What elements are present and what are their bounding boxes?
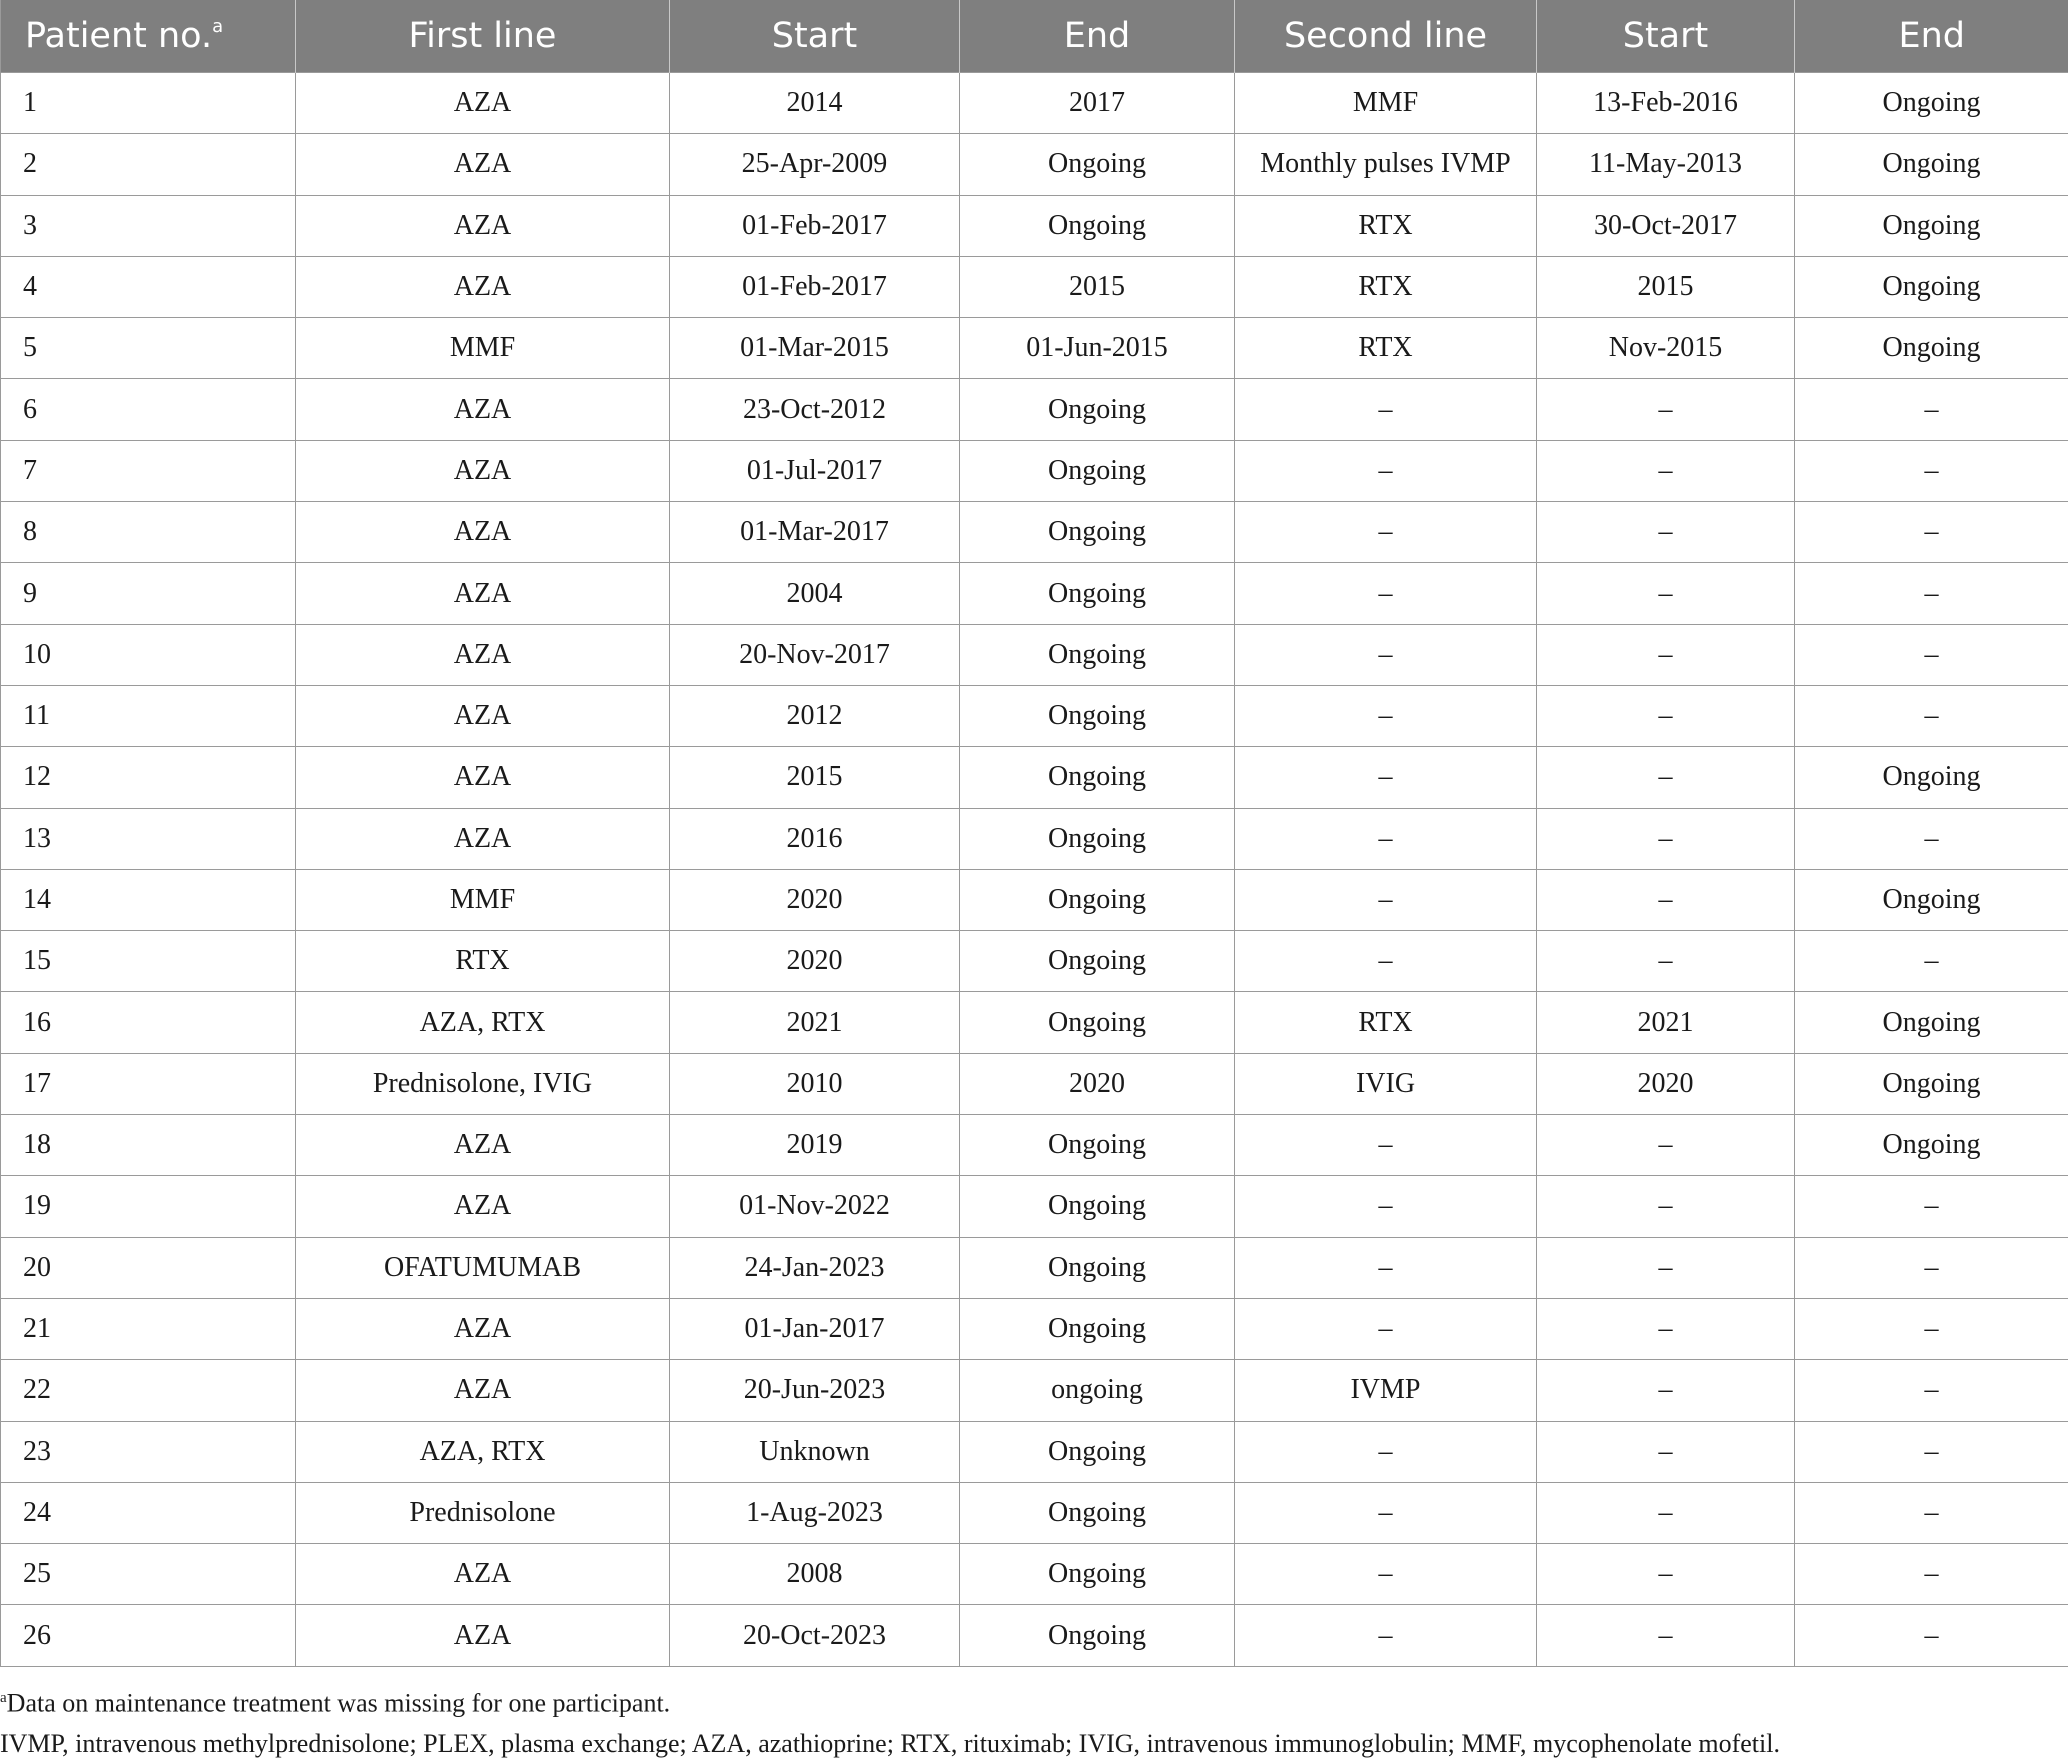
cell-patient-no: 15 <box>1 931 296 992</box>
cell-first-end: 2020 <box>960 1053 1235 1114</box>
table-row <box>1 808 2068 869</box>
cell-first-line: AZA <box>296 502 670 563</box>
cell-second-start: – <box>1537 563 1795 624</box>
cell-second-start: – <box>1537 624 1795 685</box>
cell-first-start: 2008 <box>670 1544 960 1605</box>
abbreviations-note: IVMP, intravenous methylprednisolone; PLEX, plasma exchange; AZA, azathioprine; RTX, rituximab; IVIG, intravenous immunoglobulin; MMF, mycophenolate mofetil. <box>0 1724 2068 1764</box>
cell-patient-no: 23 <box>1 1421 296 1482</box>
table-row <box>1 1053 2068 1114</box>
table-row <box>1 1237 2068 1298</box>
table-row <box>1 1176 2068 1237</box>
table-row <box>1 1115 2068 1176</box>
cell-first-end: Ongoing <box>960 1298 1235 1359</box>
cell-patient-no: 24 <box>1 1482 296 1543</box>
cell-first-end: Ongoing <box>960 685 1235 746</box>
cell-second-start: – <box>1537 747 1795 808</box>
cell-patient-no: 2 <box>1 134 296 195</box>
table-row <box>1 563 2068 624</box>
cell-second-line: IVIG <box>1235 1053 1537 1114</box>
cell-second-line: – <box>1235 1298 1537 1359</box>
cell-second-line: – <box>1235 1176 1537 1237</box>
cell-first-end: Ongoing <box>960 624 1235 685</box>
table-row <box>1 318 2068 379</box>
cell-first-end: Ongoing <box>960 1482 1235 1543</box>
header-second-start: Start <box>1537 0 1795 73</box>
cell-second-line: – <box>1235 747 1537 808</box>
header-second-end: End <box>1795 0 2068 73</box>
cell-first-line: AZA <box>296 440 670 501</box>
cell-second-end: – <box>1795 1605 2068 1666</box>
cell-second-end: – <box>1795 685 2068 746</box>
footnote-marker: a <box>212 16 223 37</box>
cell-second-start: 13-Feb-2016 <box>1537 73 1795 134</box>
cell-second-line: Monthly pulses IVMP <box>1235 134 1537 195</box>
cell-second-start: – <box>1537 685 1795 746</box>
header-second-line: Second line <box>1235 0 1537 73</box>
cell-first-line: AZA <box>296 134 670 195</box>
cell-second-start: 11-May-2013 <box>1537 134 1795 195</box>
cell-second-start: – <box>1537 1237 1795 1298</box>
cell-first-start: 20-Oct-2023 <box>670 1605 960 1666</box>
cell-second-start: – <box>1537 1544 1795 1605</box>
cell-first-line: AZA <box>296 1605 670 1666</box>
cell-first-line: AZA <box>296 747 670 808</box>
cell-second-line: – <box>1235 808 1537 869</box>
cell-second-end: – <box>1795 1237 2068 1298</box>
cell-first-end: Ongoing <box>960 502 1235 563</box>
footnote-a <box>0 1678 2068 1724</box>
cell-first-line: MMF <box>296 318 670 379</box>
cell-second-start: 2015 <box>1537 256 1795 317</box>
cell-patient-no: 1 <box>1 73 296 134</box>
cell-first-end: Ongoing <box>960 1176 1235 1237</box>
cell-first-start: 2016 <box>670 808 960 869</box>
cell-second-line: – <box>1235 1237 1537 1298</box>
cell-second-start: – <box>1537 1605 1795 1666</box>
table-row <box>1 379 2068 440</box>
cell-second-line: – <box>1235 1482 1537 1543</box>
cell-patient-no: 9 <box>1 563 296 624</box>
cell-second-end: – <box>1795 1360 2068 1421</box>
cell-first-end: 2015 <box>960 256 1235 317</box>
cell-second-start: – <box>1537 440 1795 501</box>
table-header <box>1 0 2068 73</box>
table-row <box>1 685 2068 746</box>
header-first-line: First line <box>296 0 670 73</box>
cell-first-line: AZA <box>296 685 670 746</box>
cell-first-end: 01-Jun-2015 <box>960 318 1235 379</box>
cell-first-end: Ongoing <box>960 869 1235 930</box>
table-row <box>1 73 2068 134</box>
cell-patient-no: 20 <box>1 1237 296 1298</box>
cell-first-end: Ongoing <box>960 1115 1235 1176</box>
cell-first-start: 24-Jan-2023 <box>670 1237 960 1298</box>
table-row <box>1 440 2068 501</box>
table-row <box>1 1482 2068 1543</box>
cell-second-end: Ongoing <box>1795 318 2068 379</box>
cell-patient-no: 4 <box>1 256 296 317</box>
cell-patient-no: 10 <box>1 624 296 685</box>
cell-first-line: Prednisolone <box>296 1482 670 1543</box>
table-row <box>1 195 2068 256</box>
cell-second-start: – <box>1537 1421 1795 1482</box>
cell-first-end: 2017 <box>960 73 1235 134</box>
cell-second-start: – <box>1537 1482 1795 1543</box>
table-row <box>1 134 2068 195</box>
cell-patient-no: 14 <box>1 869 296 930</box>
cell-first-line: AZA <box>296 808 670 869</box>
cell-first-end: Ongoing <box>960 1237 1235 1298</box>
cell-second-line: – <box>1235 502 1537 563</box>
cell-second-line: – <box>1235 1115 1537 1176</box>
cell-second-end: – <box>1795 379 2068 440</box>
cell-first-end: Ongoing <box>960 747 1235 808</box>
cell-second-line: MMF <box>1235 73 1537 134</box>
cell-first-line: RTX <box>296 931 670 992</box>
cell-second-start: – <box>1537 1115 1795 1176</box>
cell-second-end: – <box>1795 502 2068 563</box>
cell-second-end: – <box>1795 1544 2068 1605</box>
cell-second-end: Ongoing <box>1795 256 2068 317</box>
cell-second-line: RTX <box>1235 318 1537 379</box>
cell-first-start: 01-Nov-2022 <box>670 1176 960 1237</box>
table-row <box>1 1360 2068 1421</box>
table-row <box>1 1421 2068 1482</box>
cell-first-line: AZA <box>296 73 670 134</box>
cell-first-end: Ongoing <box>960 931 1235 992</box>
cell-second-start: 2021 <box>1537 992 1795 1053</box>
cell-first-end: Ongoing <box>960 134 1235 195</box>
cell-first-start: 20-Nov-2017 <box>670 624 960 685</box>
cell-patient-no: 18 <box>1 1115 296 1176</box>
cell-second-end: – <box>1795 1176 2068 1237</box>
cell-second-line: RTX <box>1235 256 1537 317</box>
cell-first-line: AZA <box>296 624 670 685</box>
cell-patient-no: 16 <box>1 992 296 1053</box>
cell-second-end: Ongoing <box>1795 1115 2068 1176</box>
cell-first-end: Ongoing <box>960 992 1235 1053</box>
cell-first-line: AZA <box>296 1298 670 1359</box>
footnote-text: Data on maintenance treatment was missing for one participant. <box>7 1689 671 1718</box>
cell-first-start: 2020 <box>670 931 960 992</box>
cell-second-end: – <box>1795 563 2068 624</box>
header-row <box>1 0 2068 73</box>
cell-patient-no: 7 <box>1 440 296 501</box>
cell-first-end: Ongoing <box>960 808 1235 869</box>
cell-second-line: – <box>1235 869 1537 930</box>
cell-first-end: Ongoing <box>960 563 1235 624</box>
cell-second-start: – <box>1537 1298 1795 1359</box>
cell-first-line: AZA <box>296 1360 670 1421</box>
cell-first-end: Ongoing <box>960 1544 1235 1605</box>
cell-second-end: – <box>1795 1482 2068 1543</box>
cell-first-end: Ongoing <box>960 379 1235 440</box>
cell-second-line: – <box>1235 563 1537 624</box>
cell-second-start: – <box>1537 1176 1795 1237</box>
cell-second-start: 2020 <box>1537 1053 1795 1114</box>
table-row <box>1 869 2068 930</box>
cell-second-start: – <box>1537 502 1795 563</box>
cell-second-end: – <box>1795 1298 2068 1359</box>
cell-second-end: Ongoing <box>1795 869 2068 930</box>
cell-first-end: Ongoing <box>960 440 1235 501</box>
cell-first-line: AZA, RTX <box>296 1421 670 1482</box>
cell-second-start: 30-Oct-2017 <box>1537 195 1795 256</box>
cell-first-start: Unknown <box>670 1421 960 1482</box>
cell-patient-no: 3 <box>1 195 296 256</box>
cell-patient-no: 22 <box>1 1360 296 1421</box>
table-row <box>1 502 2068 563</box>
cell-first-start: 25-Apr-2009 <box>670 134 960 195</box>
cell-first-start: 01-Mar-2017 <box>670 502 960 563</box>
cell-first-line: AZA <box>296 563 670 624</box>
cell-first-line: AZA <box>296 256 670 317</box>
cell-first-line: AZA, RTX <box>296 992 670 1053</box>
header-patient-no <box>1 0 296 73</box>
header-first-end: End <box>960 0 1235 73</box>
cell-second-line: – <box>1235 1544 1537 1605</box>
cell-patient-no: 6 <box>1 379 296 440</box>
cell-second-end: – <box>1795 440 2068 501</box>
cell-patient-no: 11 <box>1 685 296 746</box>
cell-second-end: Ongoing <box>1795 73 2068 134</box>
cell-first-line: AZA <box>296 195 670 256</box>
cell-second-end: Ongoing <box>1795 134 2068 195</box>
cell-first-start: 2004 <box>670 563 960 624</box>
cell-first-start: 2019 <box>670 1115 960 1176</box>
cell-second-start: – <box>1537 1360 1795 1421</box>
cell-first-line: AZA <box>296 379 670 440</box>
table-row <box>1 1544 2068 1605</box>
cell-first-start: 20-Jun-2023 <box>670 1360 960 1421</box>
cell-second-start: Nov-2015 <box>1537 318 1795 379</box>
cell-second-end: – <box>1795 624 2068 685</box>
cell-patient-no: 8 <box>1 502 296 563</box>
cell-first-line: AZA <box>296 1176 670 1237</box>
footnote-marker: a <box>0 1690 7 1706</box>
cell-first-start: 2021 <box>670 992 960 1053</box>
table-body <box>1 73 2068 1667</box>
cell-second-start: – <box>1537 931 1795 992</box>
cell-second-end: – <box>1795 808 2068 869</box>
table-row <box>1 1605 2068 1666</box>
cell-first-start: 01-Mar-2015 <box>670 318 960 379</box>
cell-first-start: 01-Jul-2017 <box>670 440 960 501</box>
cell-second-line: RTX <box>1235 992 1537 1053</box>
table-row <box>1 992 2068 1053</box>
cell-patient-no: 13 <box>1 808 296 869</box>
cell-first-line: AZA <box>296 1115 670 1176</box>
cell-second-line: – <box>1235 1421 1537 1482</box>
cell-second-line: – <box>1235 685 1537 746</box>
cell-second-line: – <box>1235 931 1537 992</box>
cell-first-start: 01-Feb-2017 <box>670 256 960 317</box>
table-row <box>1 747 2068 808</box>
cell-second-line: – <box>1235 624 1537 685</box>
cell-first-end: ongoing <box>960 1360 1235 1421</box>
cell-patient-no: 17 <box>1 1053 296 1114</box>
table-row <box>1 931 2068 992</box>
cell-second-start: – <box>1537 379 1795 440</box>
cell-second-end: – <box>1795 1421 2068 1482</box>
table-row <box>1 624 2068 685</box>
cell-patient-no: 21 <box>1 1298 296 1359</box>
cell-first-start: 1-Aug-2023 <box>670 1482 960 1543</box>
cell-second-end: Ongoing <box>1795 195 2068 256</box>
cell-second-end: – <box>1795 931 2068 992</box>
cell-second-end: Ongoing <box>1795 747 2068 808</box>
cell-second-line: IVMP <box>1235 1360 1537 1421</box>
cell-second-line: – <box>1235 1605 1537 1666</box>
cell-second-start: – <box>1537 808 1795 869</box>
cell-second-line: – <box>1235 440 1537 501</box>
cell-first-end: Ongoing <box>960 1605 1235 1666</box>
cell-patient-no: 19 <box>1 1176 296 1237</box>
cell-second-end: Ongoing <box>1795 1053 2068 1114</box>
table-footnotes <box>0 1678 2068 1764</box>
cell-first-start: 2015 <box>670 747 960 808</box>
cell-first-line: AZA <box>296 1544 670 1605</box>
header-label: Patient no. <box>25 16 212 56</box>
cell-patient-no: 26 <box>1 1605 296 1666</box>
cell-first-start: 2020 <box>670 869 960 930</box>
cell-patient-no: 25 <box>1 1544 296 1605</box>
cell-first-line: Prednisolone, IVIG <box>296 1053 670 1114</box>
cell-first-line: OFATUMUMAB <box>296 1237 670 1298</box>
cell-first-line: MMF <box>296 869 670 930</box>
table-row <box>1 256 2068 317</box>
table-row <box>1 1298 2068 1359</box>
cell-first-start: 23-Oct-2012 <box>670 379 960 440</box>
cell-first-end: Ongoing <box>960 1421 1235 1482</box>
cell-first-end: Ongoing <box>960 195 1235 256</box>
cell-second-line: – <box>1235 379 1537 440</box>
cell-first-start: 2014 <box>670 73 960 134</box>
cell-first-start: 01-Feb-2017 <box>670 195 960 256</box>
cell-patient-no: 5 <box>1 318 296 379</box>
cell-second-start: – <box>1537 869 1795 930</box>
cell-first-start: 2010 <box>670 1053 960 1114</box>
cell-first-start: 2012 <box>670 685 960 746</box>
cell-second-line: RTX <box>1235 195 1537 256</box>
cell-patient-no: 12 <box>1 747 296 808</box>
cell-first-start: 01-Jan-2017 <box>670 1298 960 1359</box>
cell-second-end: Ongoing <box>1795 992 2068 1053</box>
header-first-start: Start <box>670 0 960 73</box>
